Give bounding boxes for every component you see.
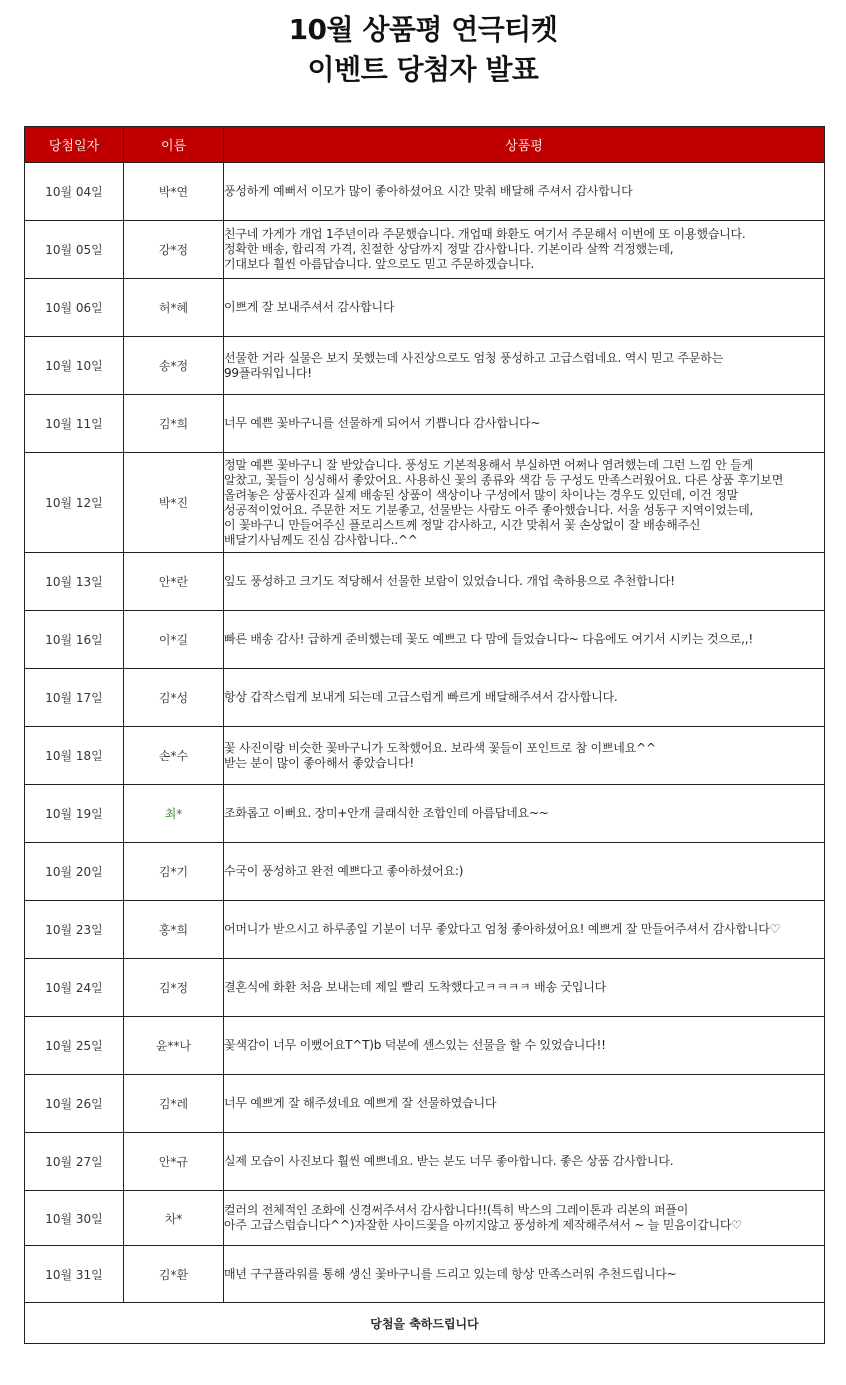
winners-table (24, 126, 825, 1344)
table-row (25, 843, 825, 901)
row-date: 10월 27일 (25, 1133, 124, 1191)
row-review: 수국이 풍성하고 완전 예쁘다고 좋아하셨어요:) (224, 843, 825, 901)
row-review: 이쁘게 잘 보내주셔서 감사합니다 (224, 279, 825, 337)
row-review: 어머니가 받으시고 하루종일 기분이 너무 좋았다고 엄청 좋아하셨어요! 예쁘게 잘 만들어주셔서 감사합니다♡ (224, 901, 825, 959)
row-name: 김*정 (124, 959, 224, 1017)
row-date: 10월 31일 (25, 1246, 124, 1303)
row-name: 이*길 (124, 611, 224, 669)
row-date: 10월 18일 (25, 727, 124, 785)
table-row (25, 553, 825, 611)
header-name: 이름 (124, 127, 224, 163)
row-name: 차* (124, 1191, 224, 1246)
row-review: 항상 갑작스럽게 보내게 되는데 고급스럽게 빠르게 배달해주셔서 감사합니다. (224, 669, 825, 727)
table-row (25, 669, 825, 727)
row-review: 꽃색감이 너무 이뻤어요T^T)b 덕분에 센스있는 선물을 할 수 있었습니다!! (224, 1017, 825, 1075)
row-review: 실제 모습이 사진보다 훨씬 예쁘네요. 받는 분도 너무 좋아합니다. 좋은 상품 감사합니다. (224, 1133, 825, 1191)
row-date: 10월 05일 (25, 221, 124, 279)
table-row (25, 163, 825, 221)
row-date: 10월 16일 (25, 611, 124, 669)
table-row (25, 279, 825, 337)
row-name: 김*레 (124, 1075, 224, 1133)
table-row (25, 901, 825, 959)
header-date: 당첨일자 (25, 127, 124, 163)
row-review: 매년 구구플라워를 통해 생신 꽃바구니를 드리고 있는데 항상 만족스러워 추천드립니다~ (224, 1246, 825, 1303)
row-review: 빠른 배송 감사! 급하게 준비했는데 꽃도 예쁘고 다 맘에 들었습니다~ 다음에도 여기서 시키는 것으로,,! (224, 611, 825, 669)
table-row (25, 1191, 825, 1246)
footer-row (25, 1303, 825, 1344)
row-review: 너무 예쁜 꽃바구니를 선물하게 되어서 기쁩니다 감사합니다~ (224, 395, 825, 453)
row-date: 10월 20일 (25, 843, 124, 901)
table-row (25, 453, 825, 553)
row-name: 송*정 (124, 337, 224, 395)
table-row (25, 221, 825, 279)
row-date: 10월 17일 (25, 669, 124, 727)
row-review: 결혼식에 화환 처음 보내는데 제일 빨리 도착했다고ㅋㅋㅋㅋ 배송 굿입니다 (224, 959, 825, 1017)
table-row (25, 1133, 825, 1191)
row-date: 10월 04일 (25, 163, 124, 221)
row-name: 강*정 (124, 221, 224, 279)
table-row (25, 727, 825, 785)
row-date: 10월 19일 (25, 785, 124, 843)
row-review: 선물한 거라 실물은 보지 못했는데 사진상으로도 엄청 풍성하고 고급스럽네요. 역시 믿고 주문하는 99플라워입니다! (224, 337, 825, 395)
row-review: 잎도 풍성하고 크기도 적당해서 선물한 보람이 있었습니다. 개업 축하용으로 추천합니다! (224, 553, 825, 611)
table-row (25, 337, 825, 395)
row-review: 친구네 가게가 개업 1주년이라 주문했습니다. 개업때 화환도 여기서 주문해서 이번에 또 이용했습니다. 정확한 배송, 합리적 가격, 친절한 상담까지 정말 감사합니다. 기본이라 살짝 걱정했는데, 기대보다 훨씬 아름답습니다. 앞으로도 믿고 주문하겠습니다. (224, 221, 825, 279)
row-date: 10월 30일 (25, 1191, 124, 1246)
table-header-row (25, 127, 825, 163)
title-line-1: 10월 상품평 연극티켓 (288, 13, 558, 46)
row-review: 조화롭고 이뻐요. 장미+안개 클래식한 조합인데 아름답네요~~ (224, 785, 825, 843)
table-row (25, 1075, 825, 1133)
header-review: 상품평 (224, 127, 825, 163)
table-row (25, 611, 825, 669)
row-date: 10월 11일 (25, 395, 124, 453)
row-date: 10월 06일 (25, 279, 124, 337)
page-title (0, 10, 846, 90)
row-name: 김*성 (124, 669, 224, 727)
row-name: 홍*희 (124, 901, 224, 959)
table-body (25, 163, 825, 1303)
row-name: 윤**나 (124, 1017, 224, 1075)
table-row (25, 1246, 825, 1303)
row-name: 김*환 (124, 1246, 224, 1303)
row-name: 안*규 (124, 1133, 224, 1191)
row-date: 10월 12일 (25, 453, 124, 553)
row-name: 허*혜 (124, 279, 224, 337)
row-date: 10월 13일 (25, 553, 124, 611)
row-date: 10월 25일 (25, 1017, 124, 1075)
row-review: 풍성하게 예뻐서 이모가 많이 좋아하셨어요 시간 맞춰 배달해 주셔서 감사합니다 (224, 163, 825, 221)
congrats-message: 당첨을 축하드립니다 (25, 1303, 825, 1344)
table-row (25, 1017, 825, 1075)
title-line-2: 이벤트 당첨자 발표 (307, 53, 539, 86)
row-review: 컬러의 전체적인 조화에 신경써주셔서 감사합니다!!(특히 박스의 그레이톤과 리본의 퍼플이 아주 고급스럽습니다^^)자잘한 사이드꽃을 아끼지않고 풍성하게 제작해주셔서 ~ 늘 믿음이갑니다♡ (224, 1191, 825, 1246)
row-review: 정말 예쁜 꽃바구니 잘 받았습니다. 풍성도 기본적용해서 부실하면 어쩌나 염려했는데 그런 느낌 안 들게 알찼고, 꽃들이 싱싱해서 좋았어요. 사용하신 꽃의 종류와 색감 등 구성도 만족스러웠어요. 다른 상품 후기보면 올려놓은 상품사진과 실제 배송된 상품이 색상이나 구성에서 많이 차이나는 경우도 있던데, 이건 정말 성공적이었어요. 주문한 저도 기분좋고, 선물받는 사람도 아주 좋아했습니다. 서울 성동구 지역이었는데, 이 꽃바구니 만들어주신 플로리스트께 정말 감사하고, 시간 맞춰서 꽃 손상없이 잘 배송해주신 배달기사님께도 진심 감사합니다..^^ (224, 453, 825, 553)
row-date: 10월 23일 (25, 901, 124, 959)
row-date: 10월 24일 (25, 959, 124, 1017)
table-row (25, 959, 825, 1017)
row-name: 최* (124, 785, 224, 843)
row-name: 박*진 (124, 453, 224, 553)
table-row (25, 395, 825, 453)
row-name: 안*란 (124, 553, 224, 611)
row-name: 김*기 (124, 843, 224, 901)
row-date: 10월 26일 (25, 1075, 124, 1133)
row-name: 손*수 (124, 727, 224, 785)
row-name: 박*연 (124, 163, 224, 221)
row-review: 꽃 사진이랑 비슷한 꽃바구니가 도착했어요. 보라색 꽃들이 포인트로 참 이쁘네요^^ 받는 분이 많이 좋아해서 좋았습니다! (224, 727, 825, 785)
table-row (25, 785, 825, 843)
row-name: 김*희 (124, 395, 224, 453)
row-date: 10월 10일 (25, 337, 124, 395)
row-review: 너무 예쁘게 잘 해주셨네요 예쁘게 잘 선물하였습니다 (224, 1075, 825, 1133)
